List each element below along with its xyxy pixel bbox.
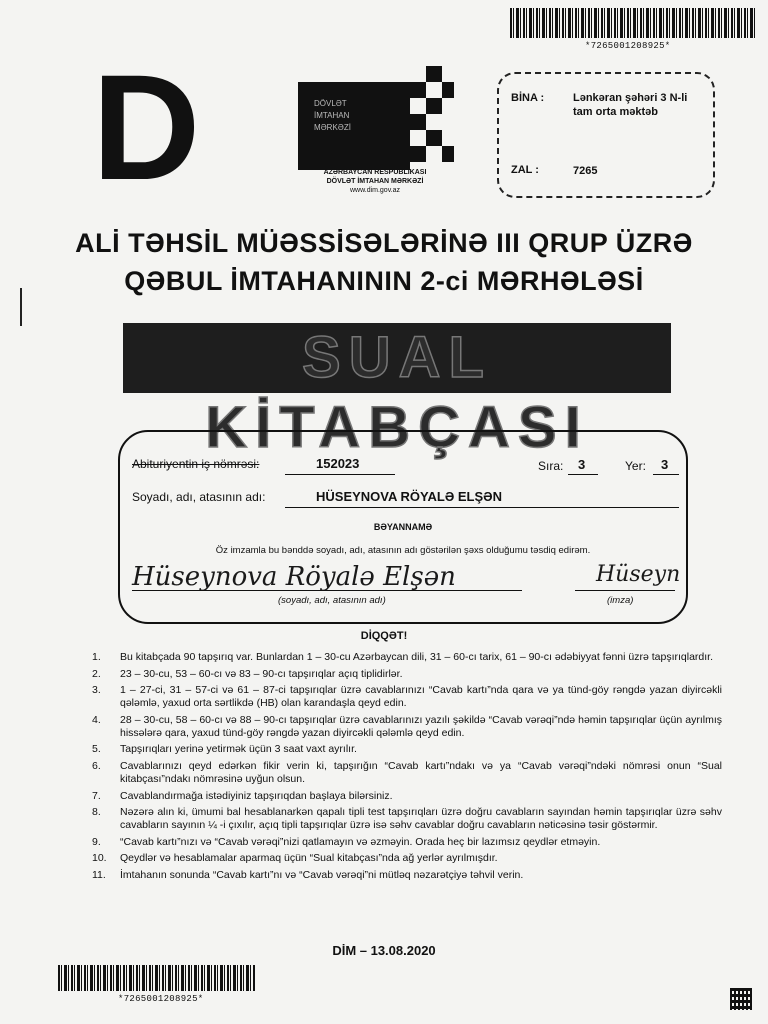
list-item — [92, 743, 722, 756]
footer-date: DİM – 13.08.2020 — [332, 943, 436, 958]
exam-location-box — [497, 72, 715, 198]
variant-letter: D — [92, 43, 201, 211]
margin-mark — [20, 288, 22, 326]
row-value: 3 — [578, 457, 586, 472]
list-item — [92, 790, 722, 803]
item-number: 3. — [92, 684, 101, 697]
item-text: Nəzərə alın ki, ümumi bal hesablanarkən qapalı tipli test tapşırıqları üzrə doğru cavabların sayından həmin tapşırıqlar üzrə səhv cavabların sayının ¼ -i çıxılır, açıq tipli tapşırıqlar üzrə isə səhv cavablar doğru cavabların nəticəsinə təsir göstərmir. — [120, 806, 722, 832]
signature-line — [575, 590, 675, 591]
item-text: Cavablarınızı qeyd edərkən fikir verin ki, tapşırığın “Cavab kartı”ndakı və ya “Cavab vərəqi”ndəki nömrəsi onun “Sual kitabçası”ndakı nömrəsinə uyğun olsun. — [120, 759, 722, 785]
signature-name-line — [132, 590, 522, 591]
list-item — [92, 836, 722, 849]
item-number: 5. — [92, 743, 101, 756]
seat-label: Yer: — [625, 459, 646, 473]
item-number: 4. — [92, 713, 101, 726]
list-item — [92, 869, 722, 882]
list-item — [92, 806, 722, 832]
signature-name-caption: (soyadı, adı, atasının adı) — [278, 595, 386, 606]
seat-line — [653, 474, 679, 475]
logo-caption-2: DÖVLƏT İMTAHAN MƏRKƏZİ — [326, 178, 424, 185]
item-number: 11. — [92, 868, 106, 881]
item-text: “Cavab kartı”nızı və “Cavab vərəqi”nizi qatlamayın və əzməyin. Orada heç bir lazımsız qeydlər etməyin. — [120, 835, 601, 848]
declaration-text: Öz imzamla bu bənddə soyadı, adı, atasının adı göstərilən şəxs olduğumu təsdiq edirəm. — [215, 545, 591, 556]
logo-url: www.dim.gov.az — [349, 187, 401, 194]
item-text: Tapşırıqları yerinə yetirmək üçün 3 saat vaxt ayrılır. — [120, 743, 357, 756]
bina-value: Lənkəran şəhəri 3 N-li tam orta məktəb — [573, 92, 688, 118]
item-number: 8. — [92, 806, 101, 819]
signature-caption: (imza) — [607, 595, 634, 606]
logo-line-2: İMTAHAN — [314, 111, 350, 120]
bottom-barcode — [58, 965, 256, 991]
item-number: 1. — [92, 651, 101, 663]
dim-logo — [296, 62, 456, 172]
list-item — [92, 684, 722, 710]
item-number: 2. — [92, 667, 101, 680]
title-line-2: QƏBUL İMTAHANININ 2-ci MƏRHƏLƏSİ — [124, 266, 644, 296]
title-line-1: ALİ TƏHSİL MÜƏSSİSƏLƏRİNƏ III QRUP ÜZRƏ — [75, 228, 693, 258]
item-number: 6. — [92, 759, 101, 772]
candidate-id-line — [285, 474, 395, 475]
item-text: 23 – 30-cu, 53 – 60-cı və 83 – 90-cı tapşırıqlar açıq tiplidirlər. — [120, 667, 403, 680]
booklet-banner — [123, 323, 671, 460]
top-barcode-number: *7265001208925* — [585, 41, 671, 51]
candidate-id-value: 152023 — [316, 456, 360, 471]
list-item — [92, 651, 722, 664]
full-name-line — [285, 507, 679, 508]
logo-caption — [300, 168, 450, 195]
candidate-id-label: Abituriyentin iş nömrəsi: — [132, 457, 260, 471]
zal-label: ZAL : — [511, 164, 539, 176]
item-number: 9. — [92, 835, 101, 848]
item-text: Bu kitabçada 90 tapşırıq var. Bunlardan 1 – 30-cu Azərbaycan dili, 31 – 60-cı tarix, 61 – 90-cı ədəbiyyat fənni üzrə tapşırıqlardır. — [120, 651, 714, 663]
item-text: İmtahanın sonunda “Cavab kartı”nı və “Cavab vərəqi”ni mütləq nəzarətçiyə təhvil verin. — [120, 868, 524, 881]
item-text: Qeydlər və hesablamalar aparmaq üçün “Sual kitabçası”nda ağ yerlər ayrılmışdır. — [120, 852, 498, 865]
zal-value: 7265 — [573, 165, 598, 177]
instructions-list — [92, 651, 722, 886]
logo-line-3: MƏRKƏZİ — [314, 123, 351, 132]
list-item — [92, 852, 722, 865]
item-text: Cavablandırmağa istədiyiniz tapşırıqdan başlaya bilərsiniz. — [120, 789, 393, 802]
list-item — [92, 760, 722, 786]
item-number: 10. — [92, 852, 107, 865]
logo-caption-1: AZƏRBAYCAN RESPUBLİKASI — [323, 169, 427, 176]
signature-mark: Hüseyn — [596, 562, 681, 587]
seat-value: 3 — [661, 457, 669, 472]
row-line — [568, 474, 598, 475]
banner-text: SUAL KİTABÇASI — [205, 325, 589, 460]
full-name-value: HÜSEYNOVA RÖYALƏ ELŞƏN — [316, 489, 502, 504]
bina-label: BİNA : — [511, 92, 545, 104]
qr-code — [730, 988, 752, 1010]
bottom-barcode-number: *7265001208925* — [118, 994, 204, 1004]
top-barcode — [510, 8, 755, 38]
item-number: 7. — [92, 789, 101, 802]
declaration-title: BƏYANNAMƏ — [373, 522, 433, 532]
logo-line-1: DÖVLƏT — [314, 99, 347, 108]
attention-title: DİQQƏT! — [360, 630, 408, 642]
list-item — [92, 668, 722, 681]
item-text: 28 – 30-cu, 58 – 60-cı və 88 – 90-cı tapşırıqlar üzrə cavablarınızı yazılı şəkildə “Cavab vərəqi”ndə həmin tapşırıqlar üçün ayrılmış hissələrə qara, yaxud tünd-göy rəngdə yazan diyircəkli qələmlə qeyd edin. — [120, 713, 722, 739]
row-label: Sıra: — [538, 459, 564, 473]
item-text: 1 – 27-ci, 31 – 57-ci və 61 – 87-ci tapşırıqlar üzrə cavablarınızı “Cavab kartı”nda qara və ya tünd-göy rəngdə yazan diyircəkli qələmlə, yaxud orta sərtlikdə (HB) olan karandaşla qeyd edin. — [120, 684, 722, 710]
signature-name: Hüseynova Röyalə Elşən — [132, 562, 456, 592]
full-name-label: Soyadı, adı, atasının adı: — [132, 490, 266, 504]
list-item — [92, 714, 722, 740]
candidate-form — [118, 430, 688, 624]
